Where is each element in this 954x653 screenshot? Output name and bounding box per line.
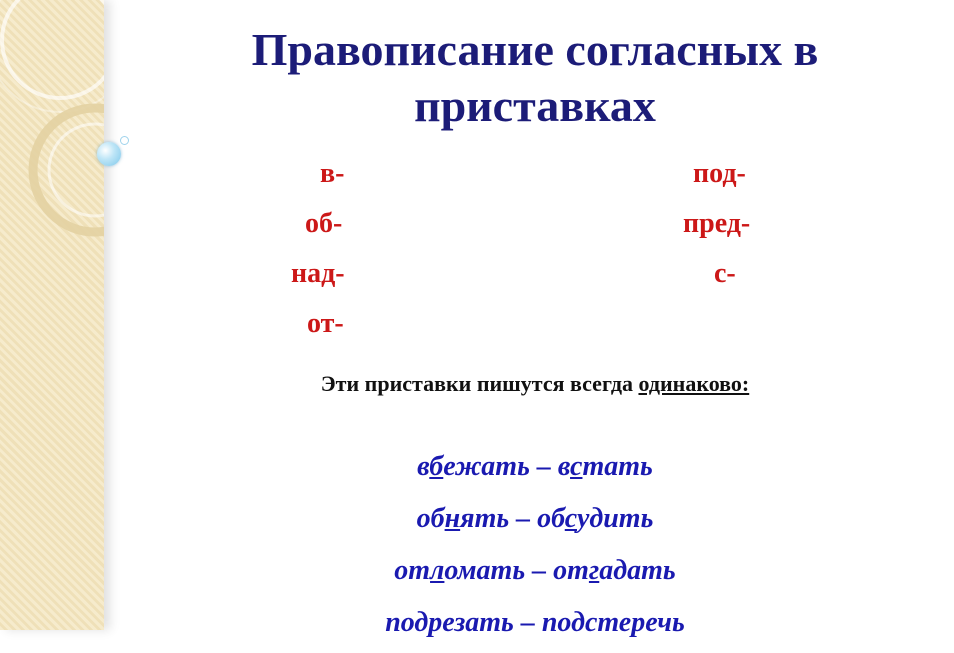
- dash-separator: –: [509, 503, 538, 534]
- word-part: омать: [444, 555, 526, 586]
- underlined-letter: с: [564, 503, 577, 534]
- word-part: подстеречь: [541, 607, 685, 638]
- dash-separator: –: [529, 451, 558, 482]
- prefix-item: от-: [307, 308, 344, 339]
- prefix-item: под-: [693, 158, 746, 189]
- dash-separator: –: [525, 555, 554, 586]
- word-part: в: [417, 451, 430, 482]
- word-part: от: [553, 555, 589, 586]
- small-bubble-icon: [120, 136, 129, 145]
- word-part: ять: [460, 503, 510, 534]
- bubble-icon: [97, 142, 121, 166]
- word-part: тать: [582, 451, 653, 482]
- example-line: [140, 445, 930, 497]
- word-part: об: [537, 503, 565, 534]
- example-line: [140, 497, 930, 549]
- examples-list: [140, 445, 930, 653]
- prefix-item: над-: [291, 258, 345, 289]
- page-title: [140, 22, 930, 134]
- word-part: удить: [577, 503, 654, 534]
- underlined-letter: г: [588, 555, 600, 586]
- word-part: ежать: [443, 451, 530, 482]
- word-part: в: [557, 451, 571, 482]
- example-line: [140, 549, 930, 601]
- prefix-item: об-: [305, 208, 343, 239]
- underlined-letter: н: [444, 503, 461, 534]
- example-line: [140, 601, 930, 653]
- prefix-item: с-: [714, 258, 736, 289]
- prefix-item: пред-: [683, 208, 751, 239]
- side-decor-panel: [0, 0, 104, 630]
- word-part: подрезать: [385, 607, 514, 638]
- title-line-2: приставках: [414, 80, 656, 131]
- dash-separator: –: [513, 607, 542, 638]
- title-line-1: Правописание согласных в: [251, 24, 819, 75]
- rule-underlined: одинаково:: [638, 371, 750, 396]
- word-part: адать: [599, 555, 676, 586]
- underlined-letter: с: [570, 451, 583, 482]
- rule-main: Эти приставки пишутся всегда: [320, 371, 639, 396]
- underlined-letter: б: [429, 451, 444, 482]
- decorative-rings: [0, 0, 104, 630]
- word-part: от: [394, 555, 431, 586]
- prefix-item: в-: [320, 158, 345, 189]
- rule-text: [140, 369, 930, 399]
- word-part: об: [416, 503, 445, 534]
- underlined-letter: л: [430, 555, 445, 586]
